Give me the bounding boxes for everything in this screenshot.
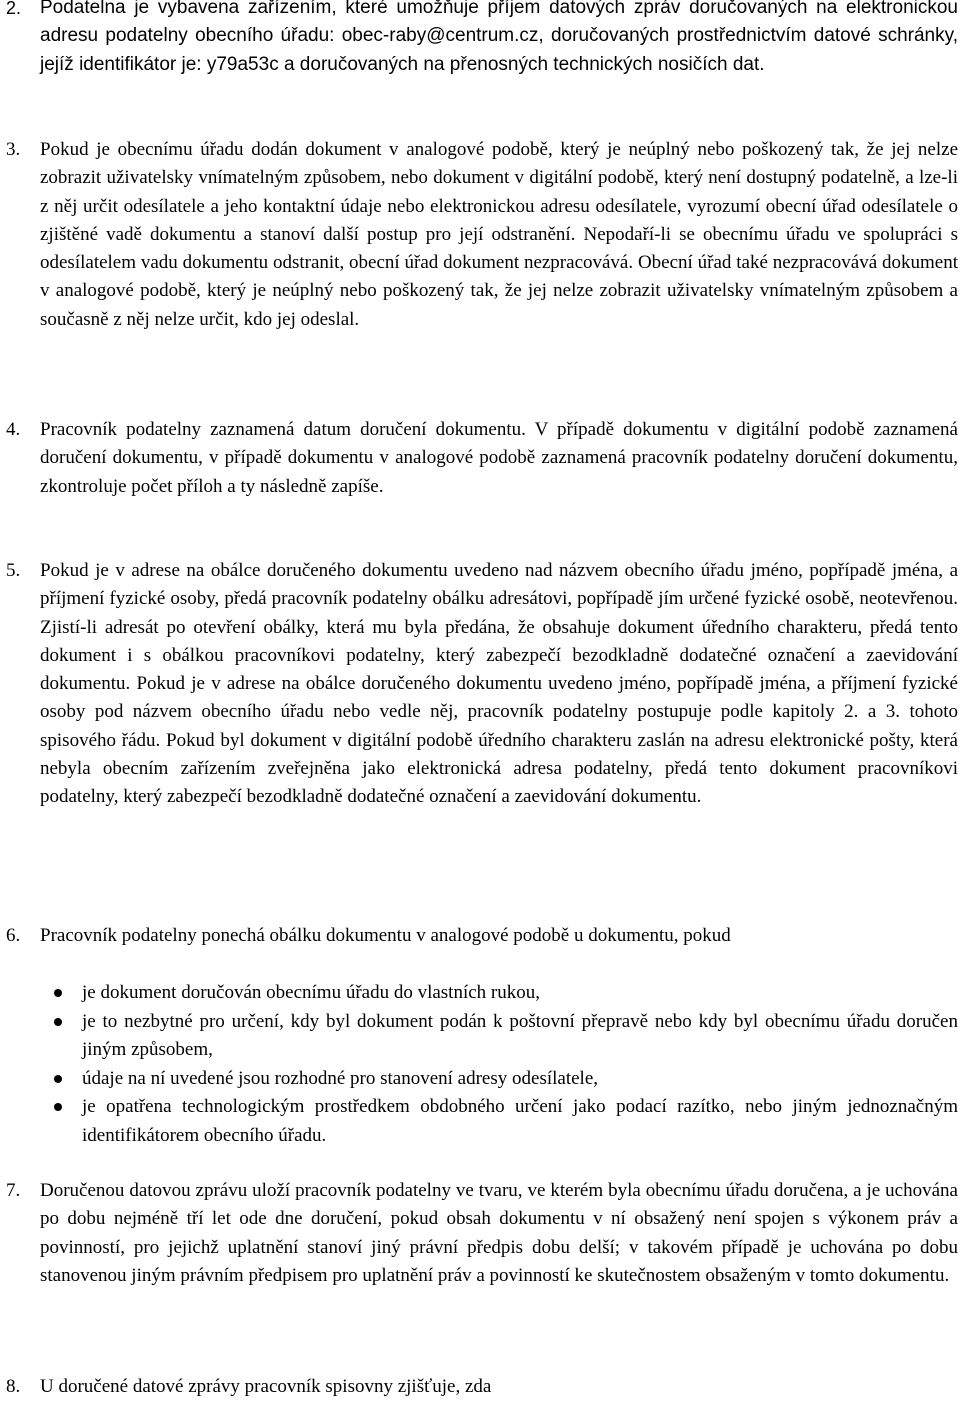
paragraph-number: 7. xyxy=(6,1180,21,1201)
paragraph-2 xyxy=(0,0,958,79)
paragraph-number: 3. xyxy=(6,139,21,160)
paragraph-3 xyxy=(0,136,958,334)
paragraph-number: 2. xyxy=(6,0,22,18)
paragraph-text: Pracovník podatelny zaznamená datum doručení dokumentu. V případě dokumentu v digitální podobě zaznamená doručení dokumentu, v případě dokumentu v analogové podobě zaznamená pracovník podatelny doručení dokumentu, zkontroluje počet příloh a ty následně zapíše. xyxy=(40,419,958,497)
paragraph-number: 4. xyxy=(6,419,21,440)
paragraph-text: Pracovník podatelny ponechá obálku dokumentu v analogové podobě u dokumentu, pokud xyxy=(40,925,731,946)
paragraph-number: 8. xyxy=(6,1376,21,1397)
paragraph-text: Pokud je v adrese na obálce doručeného dokumentu uvedeno nad názvem obecního úřadu jméno, popřípadě jména, a příjmení fyzické osoby, předá pracovník podatelny obálku adresátovi, popřípadě jím určené fyzické osobě, neotevřenou. Zjistí-li adresát po otevření obálky, která mu byla předána, že obsahuje dokument úředního charakteru, předá tento dokument i s obálkou pracovníkovi podatelny, který zabezpečí bezodkladně dodatečné označení a zaevidování dokumentu. Pokud je v adrese na obálce doručeného dokumentu uvedeno jméno, popřípadě jména, a příjmení fyzické osoby pod názvem obecního úřadu nebo vedle něj, pracovník podatelny postupuje podle kapitoly 2. a 3. tohoto spisového řádu. Pokud byl dokument v digitální podobě úředního charakteru zaslán na adresu elektronické pošty, která nebyla obecním zařízením zveřejněna jako elektronická adresa podatelny, předá tento dokument pracovníkovi podatelny, který zabezpečí bezodkladně dodatečné označení a zaevidování dokumentu. xyxy=(40,560,958,808)
list-item-text: údaje na ní uvedené jsou rozhodné pro stanovení adresy odesílatele, xyxy=(82,1067,598,1089)
paragraph-number: 6. xyxy=(6,925,21,946)
list-item-text: je opatřena technologickým prostředkem obdobného určení jako podací razítko, nebo jiným jednoznačným identifikátorem obecního úřadu. xyxy=(82,1096,958,1146)
paragraph-number: 5. xyxy=(6,560,21,581)
paragraph-6 xyxy=(0,922,958,950)
paragraph-7 xyxy=(0,1177,958,1290)
list-item xyxy=(82,979,958,1008)
list-item xyxy=(82,1065,958,1094)
list-item xyxy=(82,1008,958,1065)
bullet-list xyxy=(0,979,958,1150)
bullet-icon xyxy=(54,1018,62,1026)
list-item-text: je dokument doručován obecnímu úřadu do vlastních rukou, xyxy=(82,982,541,1003)
paragraph-8 xyxy=(0,1373,958,1401)
paragraph-text: Pokud je obecnímu úřadu dodán dokument v analogové podobě, který je neúplný nebo poškozený tak, že jej nelze zobrazit uživatelsky vnímatelným způsobem, nebo dokument v digitální podobě, který není dostupný podatelně, a lze-li z něj určit odesílatele a jeho kontaktní údaje nebo elektronickou adresu odesílatele, vyrozumí obecní úřad odesílatele o zjištěné vadě dokumentu a stanoví další postup pro její odstranění. Nepodaří-li se obecnímu úřadu ve spolupráci s odesílatelem vadu dokumentu odstranit, obecní úřad dokument nezpracovává. Obecní úřad také nezpracovává dokument v analogové podobě, který je neúplný nebo poškozený tak, že jej nelze zobrazit uživatelsky vnímatelným způsobem a současně z něj nelze určit, kdo jej odeslal. xyxy=(40,139,958,330)
paragraph-5 xyxy=(0,557,958,812)
paragraph-text: Doručenou datovou zprávu uloží pracovník podatelny ve tvaru, ve kterém byla obecnímu úřadu doručena, a je uchována po dobu nejméně tří let ode dne doručení, pokud obsah dokumentu v ní obsažený není spojen s výkonem práv a povinností, pro jejichž uplatnění stanoví jiný právní předpis dobu delší; v takovém případě je uchována po dobu stanovenou jiným právním předpisem pro uplatnění práv a povinností ke skutečnostem obsaženým v tomto dokumentu. xyxy=(40,1180,958,1286)
list-item-text: je to nezbytné pro určení, kdy byl dokument podán k poštovní přepravě nebo kdy byl obecnímu úřadu doručen jiným způsobem, xyxy=(82,1010,958,1060)
bullet-icon xyxy=(54,989,62,997)
paragraph-4 xyxy=(0,416,958,501)
paragraph-text: U doručené datové zprávy pracovník spisovny zjišťuje, zda xyxy=(40,1376,492,1397)
list-item xyxy=(82,1093,958,1150)
bullet-icon xyxy=(54,1075,62,1083)
paragraph-text: Podatelna je vybavena zařízením, které umožňuje příjem datových zpráv doručovaných na elektronickou adresu podatelny obecního úřadu: obec-raby@centrum.cz, doručovaných prostřednictvím datové schránky, jejíž identifikátor je: y79a53c a doručovaných na přenosných technických nosičích dat. xyxy=(40,0,958,75)
bullet-icon xyxy=(54,1103,62,1111)
